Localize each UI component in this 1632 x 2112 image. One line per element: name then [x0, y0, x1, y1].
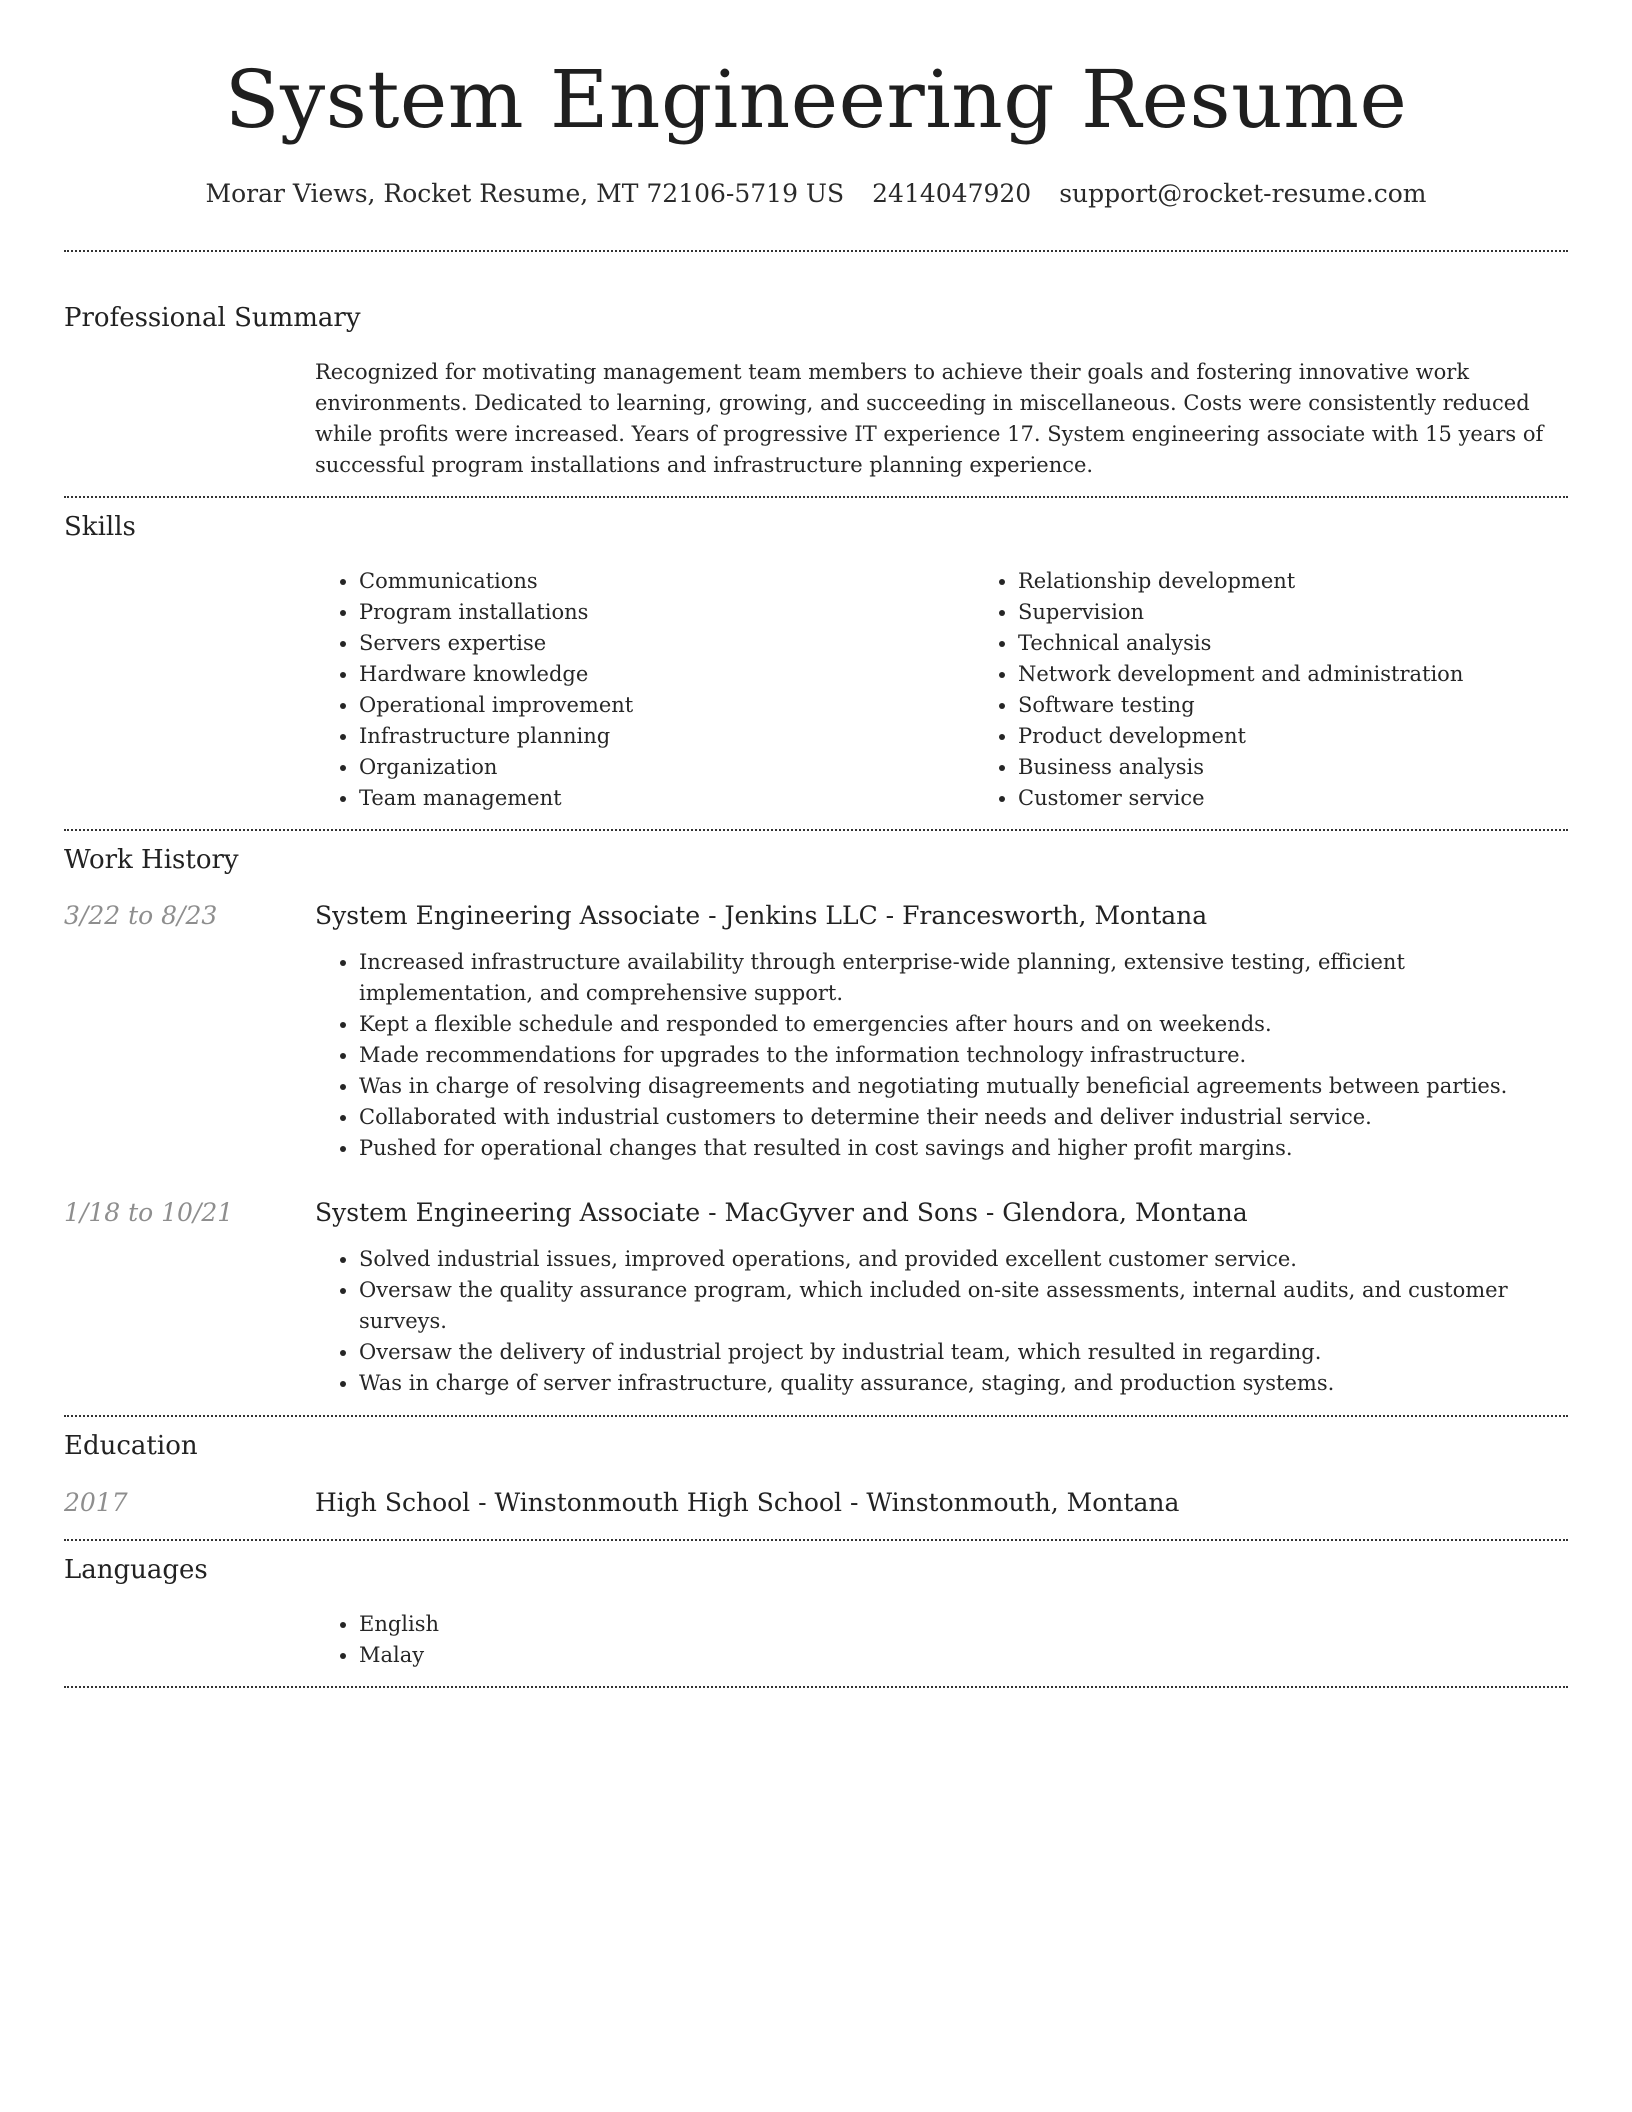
- education-row: [64, 1487, 1568, 1519]
- skill-item: • Organization: [359, 752, 974, 783]
- skill-item: • Infrastructure planning: [359, 721, 974, 752]
- job-heading: System Engineering Associate - MacGyver and Sons - Glendora, Montana: [315, 1198, 1248, 1227]
- education-section: [64, 1430, 1568, 1519]
- contact-phone: 2414047920: [872, 179, 1032, 208]
- summary-row: [64, 357, 1568, 481]
- skill-item: • Operational improvement: [359, 690, 974, 721]
- divider: [64, 496, 1568, 498]
- skill-item: • Network development and administration: [1018, 659, 1632, 690]
- skill-item: • Technical analysis: [1018, 628, 1632, 659]
- job-bullet: • Made recommendations for upgrades to the information technology infrastructure.: [359, 1040, 1548, 1071]
- languages-heading: Languages: [64, 1555, 208, 1585]
- languages-section: [64, 1554, 1568, 1671]
- job-header-row: [64, 900, 1568, 932]
- skills-section: [64, 511, 1568, 814]
- divider: [64, 1415, 1568, 1417]
- job-bullet: • Solved industrial issues, improved operations, and provided excellent customer service.: [359, 1244, 1568, 1275]
- skill-item: • Program installations: [359, 597, 974, 628]
- education-heading: Education: [64, 1431, 198, 1461]
- contact-line: [64, 178, 1568, 210]
- skill-item: • Relationship development: [1018, 566, 1632, 597]
- skills-list-right: [974, 566, 1632, 814]
- skill-item: • Customer service: [1018, 783, 1632, 814]
- contact-email: support@rocket-resume.com: [1059, 179, 1427, 208]
- education-year: 2017: [64, 1488, 128, 1517]
- languages-row: [64, 1609, 1568, 1671]
- job-bullets-row: [64, 947, 1568, 1164]
- job-bullet: • Increased infrastructure availability through enterprise-wide planning, extensive testing, efficient implementation, and comprehensive support.: [359, 947, 1548, 1009]
- job-bullet: • Was in charge of resolving disagreements and negotiating mutually beneficial agreements between parties.: [359, 1071, 1548, 1102]
- job-bullet: • Oversaw the delivery of industrial project by industrial team, which resulted in regarding.: [359, 1337, 1568, 1368]
- job-dates: 3/22 to 8/23: [64, 901, 218, 930]
- resume-page: [64, 0, 1568, 1688]
- job-dates: 1/18 to 10/21: [64, 1198, 234, 1227]
- skills-columns: [315, 566, 1632, 814]
- job-bullet: • Collaborated with industrial customers to determine their needs and deliver industrial service.: [359, 1102, 1548, 1133]
- languages-list: [315, 1609, 1568, 1671]
- skill-item: • Communications: [359, 566, 974, 597]
- summary-heading: Professional Summary: [64, 303, 361, 333]
- contact-address: Morar Views, Rocket Resume, MT 72106-5719 US: [205, 179, 845, 208]
- job-entry: [64, 900, 1568, 1164]
- divider: [64, 829, 1568, 831]
- work-section: [64, 844, 1568, 1399]
- job-bullet: • Pushed for operational changes that resulted in cost savings and higher profit margins.: [359, 1133, 1548, 1164]
- divider: [64, 1686, 1568, 1688]
- language-item: • English: [359, 1609, 1568, 1640]
- divider: [64, 1539, 1568, 1541]
- work-heading: Work History: [64, 845, 239, 875]
- skills-heading: Skills: [64, 512, 136, 542]
- skill-item: • Servers expertise: [359, 628, 974, 659]
- language-item: • Malay: [359, 1640, 1568, 1671]
- summary-section: [64, 302, 1568, 481]
- job-bullet: • Oversaw the quality assurance program, which included on-site assessments, internal audits, and customer surveys.: [359, 1275, 1568, 1337]
- skill-item: • Team management: [359, 783, 974, 814]
- skill-item: • Hardware knowledge: [359, 659, 974, 690]
- resume-title: System Engineering Resume: [224, 53, 1408, 146]
- job-bullet: • Kept a flexible schedule and responded to emergencies after hours and on weekends.: [359, 1009, 1548, 1040]
- skills-list-left: [315, 566, 974, 814]
- job-bullets: [315, 947, 1568, 1164]
- divider: [64, 250, 1568, 252]
- skill-item: • Software testing: [1018, 690, 1632, 721]
- skill-item: • Product development: [1018, 721, 1632, 752]
- job-bullets-row: [64, 1244, 1568, 1399]
- job-bullet: • Was in charge of server infrastructure, quality assurance, staging, and production systems.: [359, 1368, 1568, 1399]
- education-heading-line: High School - Winstonmouth High School - Winstonmouth, Montana: [315, 1488, 1180, 1517]
- summary-text: Recognized for motivating management team members to achieve their goals and fostering innovative work environments. Dedicated to learning, growing, and succeeding in miscellaneous. Costs were consistently reduced while profits were increased. Years of progressive IT experience 17. System engineering associate with 15 years of successful program installations and infrastructure planning experience.: [315, 360, 1544, 477]
- job-bullets: [315, 1244, 1568, 1399]
- job-header-row: [64, 1197, 1568, 1229]
- job-entry: [64, 1197, 1568, 1399]
- skill-item: • Supervision: [1018, 597, 1632, 628]
- skills-row: [64, 566, 1568, 814]
- resume-header: [64, 0, 1568, 210]
- skill-item: • Business analysis: [1018, 752, 1632, 783]
- job-heading: System Engineering Associate - Jenkins LLC - Francesworth, Montana: [315, 901, 1208, 930]
